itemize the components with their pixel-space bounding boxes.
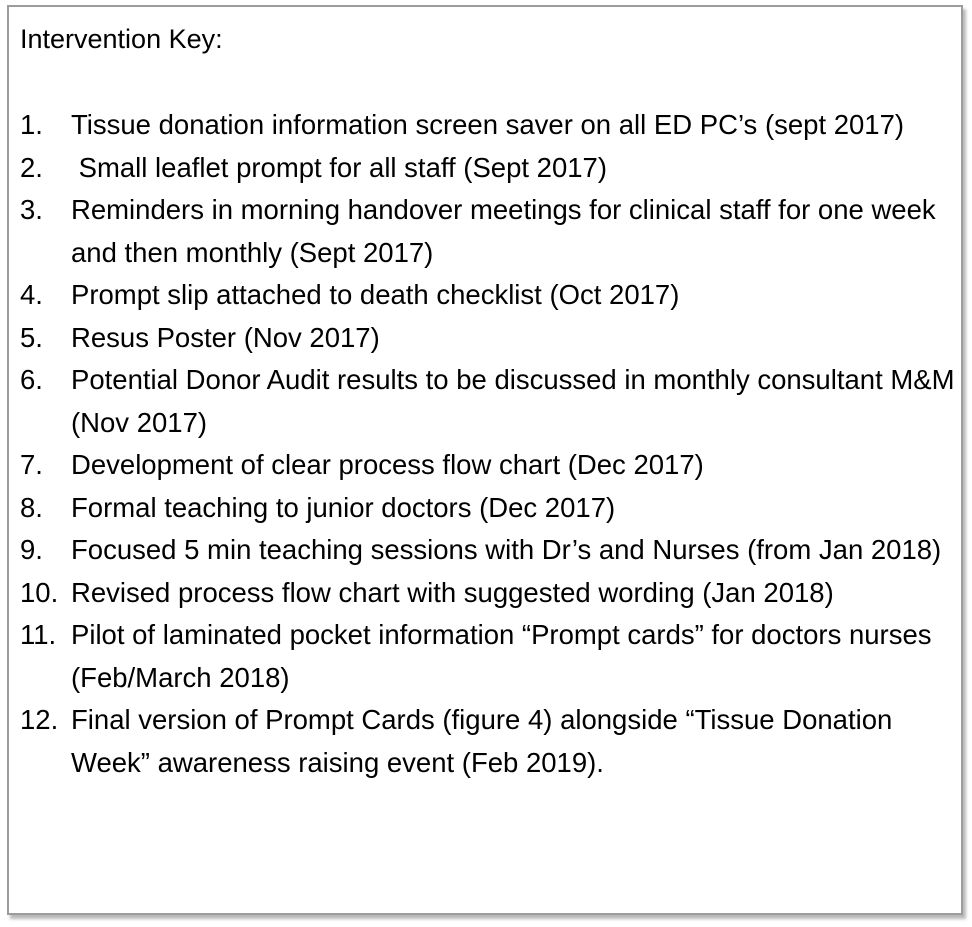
list-item bbox=[9, 444, 965, 487]
item-text: Tissue donation information screen saver on all ED PC’s (sept 2017) bbox=[71, 109, 905, 140]
item-number: 4. bbox=[20, 279, 43, 310]
item-number: 7. bbox=[20, 449, 43, 480]
intervention-key-title: Intervention Key: bbox=[20, 24, 223, 54]
list-item bbox=[9, 274, 965, 317]
item-text: Potential Donor Audit results to be discussed in monthly consultant M&M (Nov 2017) bbox=[71, 364, 955, 438]
list-item bbox=[9, 359, 965, 444]
item-number: 12. bbox=[20, 704, 59, 735]
item-text: Prompt slip attached to death checklist (Oct 2017) bbox=[71, 279, 680, 310]
item-number: 3. bbox=[20, 194, 43, 225]
item-number: 2. bbox=[20, 151, 43, 183]
item-text: Reminders in morning handover meetings for clinical staff for one week and then monthly (Sept 2017) bbox=[71, 194, 936, 268]
item-number: 10. bbox=[20, 576, 59, 608]
list-item bbox=[9, 699, 965, 784]
list-item bbox=[9, 487, 965, 530]
item-text: Development of clear process flow chart (Dec 2017) bbox=[71, 449, 704, 480]
item-number: 5. bbox=[20, 321, 43, 353]
item-number: 9. bbox=[20, 534, 43, 565]
list-item bbox=[9, 147, 965, 190]
item-text: Pilot of laminated pocket information “Prompt cards” for doctors nurses (Feb/March 2018) bbox=[71, 619, 932, 693]
item-text: Focused 5 min teaching sessions with Dr’s and Nurses (from Jan 2018) bbox=[71, 534, 942, 565]
item-number: 6. bbox=[20, 364, 43, 395]
list-item bbox=[9, 104, 965, 147]
item-text: Final version of Prompt Cards (figure 4) alongside “Tissue Donation Week” awareness raising event (Feb 2019). bbox=[71, 704, 893, 778]
item-number: 8. bbox=[20, 491, 43, 523]
item-text: Resus Poster (Nov 2017) bbox=[71, 321, 380, 353]
item-number: 11. bbox=[20, 619, 57, 650]
list-item bbox=[9, 614, 965, 699]
item-text: Small leaflet prompt for all staff (Sept 2017) bbox=[71, 151, 607, 183]
item-text: Revised process flow chart with suggested wording (Jan 2018) bbox=[71, 576, 834, 608]
item-number: 1. bbox=[20, 109, 43, 140]
intervention-key-box bbox=[7, 5, 963, 915]
item-text: Formal teaching to junior doctors (Dec 2017) bbox=[71, 491, 616, 523]
list-item bbox=[9, 189, 965, 274]
list-item bbox=[9, 572, 965, 615]
list-item bbox=[9, 317, 965, 360]
intervention-list bbox=[9, 104, 965, 784]
list-item bbox=[9, 529, 965, 572]
